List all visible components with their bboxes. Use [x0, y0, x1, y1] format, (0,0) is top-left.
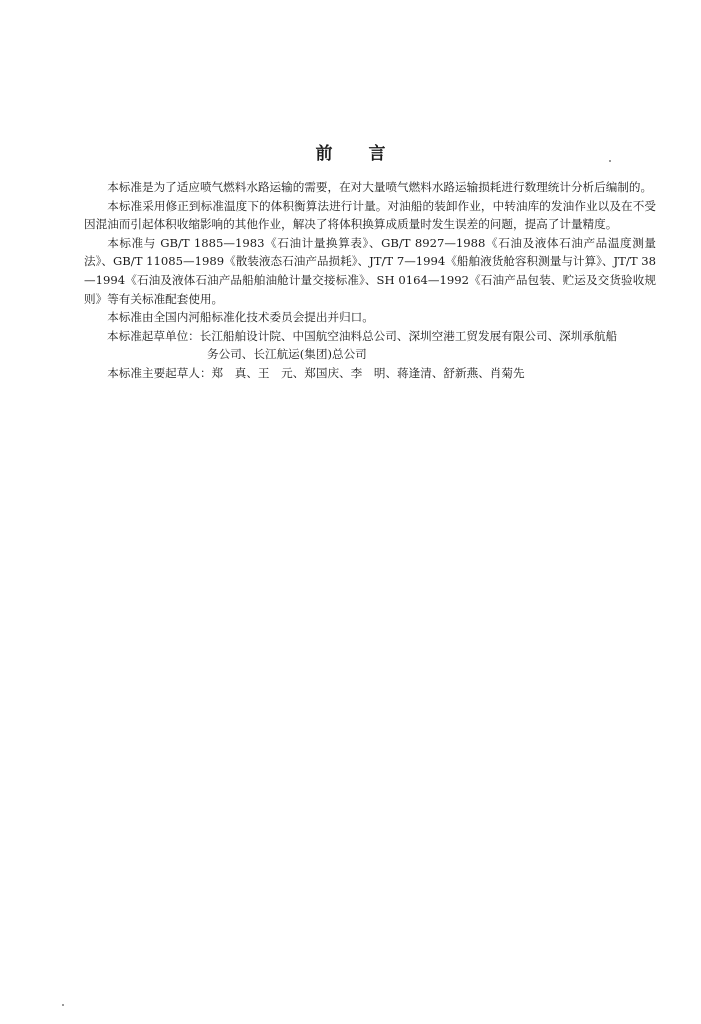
- paragraph-method: 本标准采用修正到标准温度下的体积衡算法进行计量。对油船的装卸作业，中转油库的发油作业以及在不受因混油而引起体积收缩影响的其他作业，解决了将体积换算成质量时发生误差的问题，提高了计量精度。: [84, 198, 656, 232]
- paragraph-related-standards: 本标准与 GB/T 1885—1983《石油计量换算表》、GB/T 8927—1988《石油及液体石油产品温度测量法》、GB/T 11085—1989《散装液态石油产品损耗》、JT/T 7—1994《船舶液货舱容积测量与计算》、JT/T 38—1994《石油及液体石油产品船舶油舱计量交接标准》、SH 0164—1992《石油产品包装、贮运及交货验收规则》等有关标准配套使用。: [84, 235, 656, 306]
- title-char-1: 前: [315, 144, 333, 164]
- scan-speck: [609, 160, 611, 162]
- title-char-2: 言: [368, 144, 386, 164]
- scan-speck: [62, 1004, 64, 1006]
- drafting-units-line-1: 本标准起草单位：长江船舶设计院、中国航空油料总公司、深圳空港工贸发展有限公司、深圳承航船: [107, 328, 618, 343]
- foreword-body: [84, 178, 656, 383]
- paragraph-drafting-units: [84, 327, 656, 364]
- paragraph-proposer: 本标准由全国内河船标准化技术委员会提出并归口。: [107, 310, 374, 325]
- page-title: [0, 139, 701, 164]
- paragraph-drafters: 本标准主要起草人：郑 真、王 元、郑国庆、李 明、蒋逢清、舒新燕、肖菊先: [107, 365, 525, 380]
- drafting-units-line-2: 务公司、长江航运(集团)总公司: [207, 347, 367, 362]
- paragraph-purpose: 本标准是为了适应喷气燃料水路运输的需要，在对大量喷气燃料水路运输损耗进行数理统计分析后编制的。: [107, 180, 653, 194]
